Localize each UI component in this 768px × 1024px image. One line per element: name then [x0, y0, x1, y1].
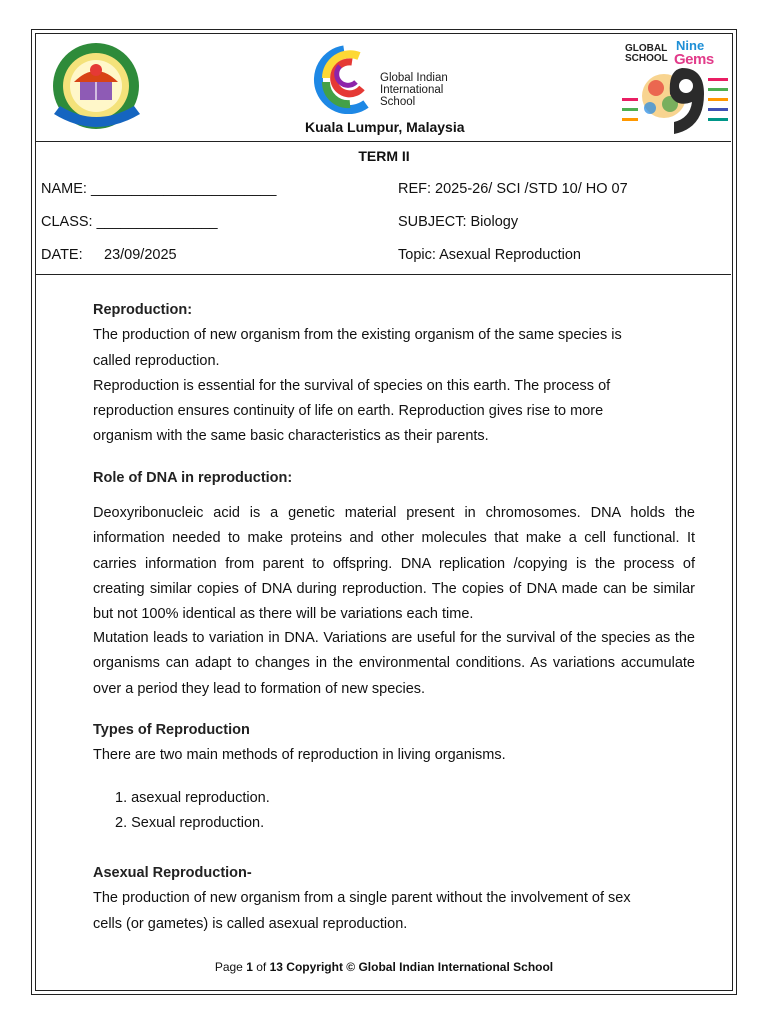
- ref-field: REF: 2025-26/ SCI /STD 10/ HO 07: [398, 181, 628, 197]
- dna-heading: Role of DNA in reproduction:: [93, 470, 293, 486]
- nine-text: Nine: [676, 38, 705, 53]
- reproduction-line: The production of new organism from the existing organism of the same species is: [93, 327, 622, 344]
- types-list: [115, 786, 270, 836]
- term-heading: TERM II: [358, 148, 410, 164]
- reproduction-line: reproduction ensures continuity of life on earth. Reproduction gives rise to more: [93, 403, 604, 420]
- reproduction-line: Reproduction is essential for the survival of species on this earth. The process of: [93, 377, 611, 394]
- types-heading: Types of Reproduction: [93, 722, 250, 738]
- name-field: NAME: _______________________: [41, 181, 277, 197]
- asexual-section: [93, 861, 695, 937]
- list-item: 1. asexual reproduction.: [115, 790, 270, 806]
- global-school-text: GLOBAL SCHOOL: [625, 43, 668, 64]
- reproduction-section: [93, 298, 695, 450]
- types-intro: There are two main methods of reproduction in living organisms.: [93, 747, 506, 764]
- reproduction-line: organism with the same basic characteristics as their parents.: [93, 428, 489, 445]
- class-field: CLASS: _______________: [41, 214, 218, 230]
- list-item: 2. Sexual reproduction.: [115, 815, 265, 831]
- asexual-line: cells (or gametes) is called asexual reproduction.: [93, 915, 408, 932]
- page-footer: Page 1 of 13 Copyright © Global Indian International School: [214, 960, 554, 974]
- dna-paragraph-1: Deoxyribonucleic acid is a genetic material present in chromosomes. DNA holds the information needed to make proteins and other molecules that make a cell functional. It carries information from parent to offspring. DNA replication /copying is the process of creating similar copies of DNA during reproduction. The copies of DNA made can be similar but not 100% identical as there will be variations each time.: [93, 505, 695, 623]
- city-label: Kuala Lumpur, Malaysia: [305, 119, 465, 135]
- cbse-logo: [44, 40, 150, 138]
- reproduction-line: called reproduction.: [93, 352, 220, 369]
- dna-paragraph-2: Mutation leads to variation in DNA. Variations are useful for the survival of the species as the organisms can adapt to changes in the environmental conditions. As variations accumulate over a period they lead to formation of new species.: [93, 630, 695, 697]
- types-section: [93, 718, 695, 769]
- asexual-line: The production of new organism from a single parent without the involvement of sex: [93, 890, 631, 907]
- topic-field: Topic: Asexual Reproduction: [398, 247, 581, 263]
- subject-field: SUBJECT: Biology: [398, 214, 519, 230]
- school-name: Global Indian International School: [380, 72, 448, 108]
- date-label: DATE:: [41, 247, 83, 263]
- date-value: 23/09/2025: [104, 247, 177, 263]
- gems-text: Gems: [674, 51, 714, 68]
- reproduction-heading: Reproduction:: [93, 302, 193, 318]
- asexual-heading: Asexual Reproduction-: [93, 865, 252, 881]
